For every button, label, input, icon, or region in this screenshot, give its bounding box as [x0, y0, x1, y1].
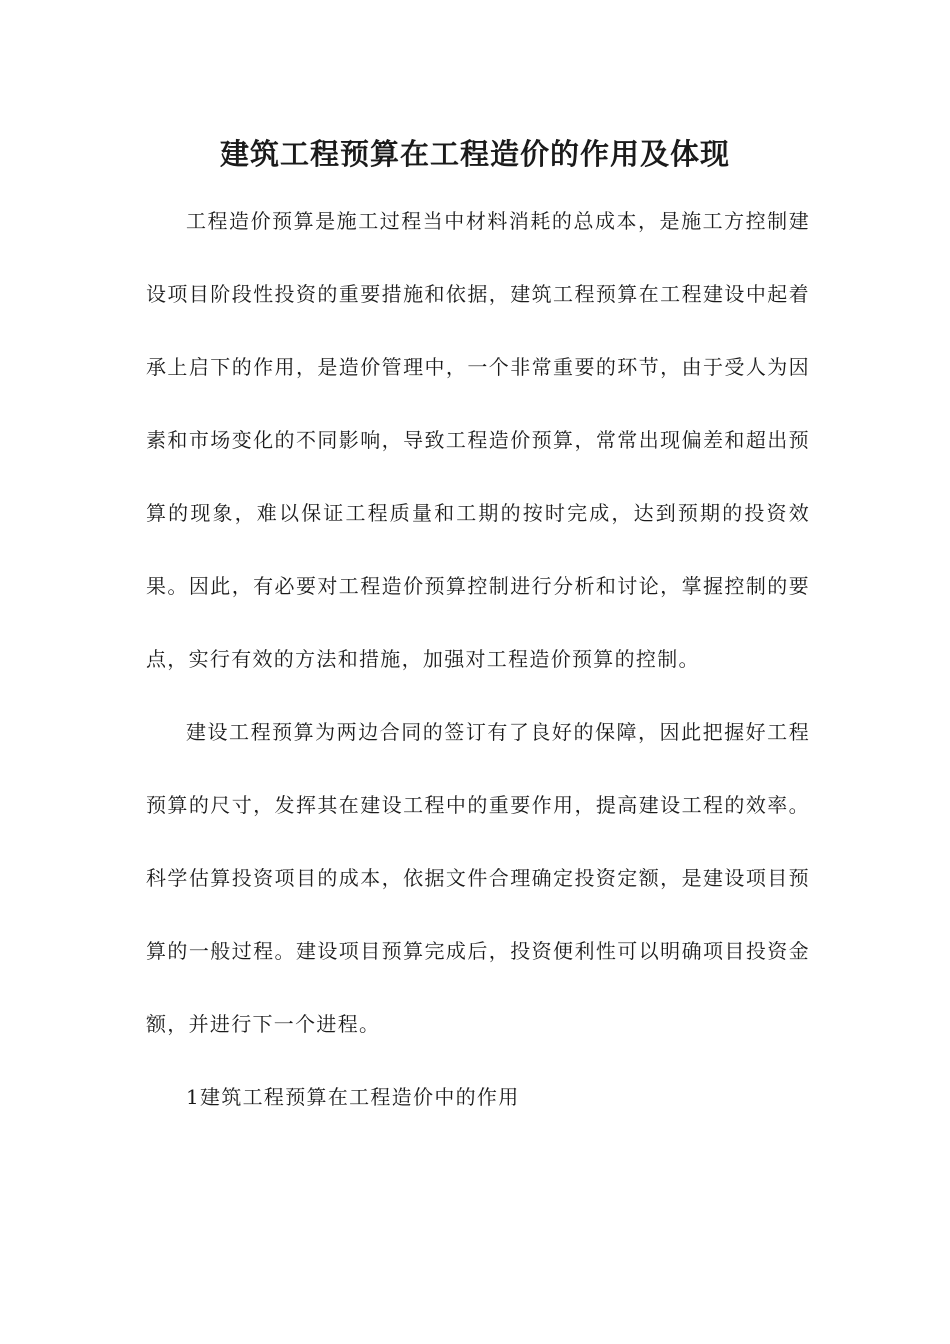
section-heading: 1建筑工程预算在工程造价中的作用 — [186, 1085, 520, 1109]
document-body — [146, 185, 810, 1134]
document-title: 建筑工程预算在工程造价的作用及体现 — [219, 137, 730, 171]
paragraph-budget-contract: 建设工程预算为两边合同的签订有了良好的保障，因此把握好工程预算的尺寸，发挥其在建设工程中的重要作用，提高建设工程的效率。科学估算投资项目的成本，依据文件合理确定投资定额，是建设项目预算的一般过程。建设项目预算完成后，投资便利性可以明确项目投资金额，并进行下一个进程。 — [146, 720, 810, 1036]
paragraph-intro: 工程造价预算是施工过程当中材料消耗的总成本，是施工方控制建设项目阶段性投资的重要措施和依据，建筑工程预算在工程建设中起着承上启下的作用，是造价管理中，一个非常重要的环节，由于受人为因素和市场变化的不同影响，导致工程造价预算，常常出现偏差和超出预算的现象，难以保证工程质量和工期的按时完成，达到预期的投资效果。因此，有必要对工程造价预算控制进行分析和讨论，掌握控制的要点，实行有效的方法和措施，加强对工程造价预算的控制。 — [146, 209, 810, 671]
